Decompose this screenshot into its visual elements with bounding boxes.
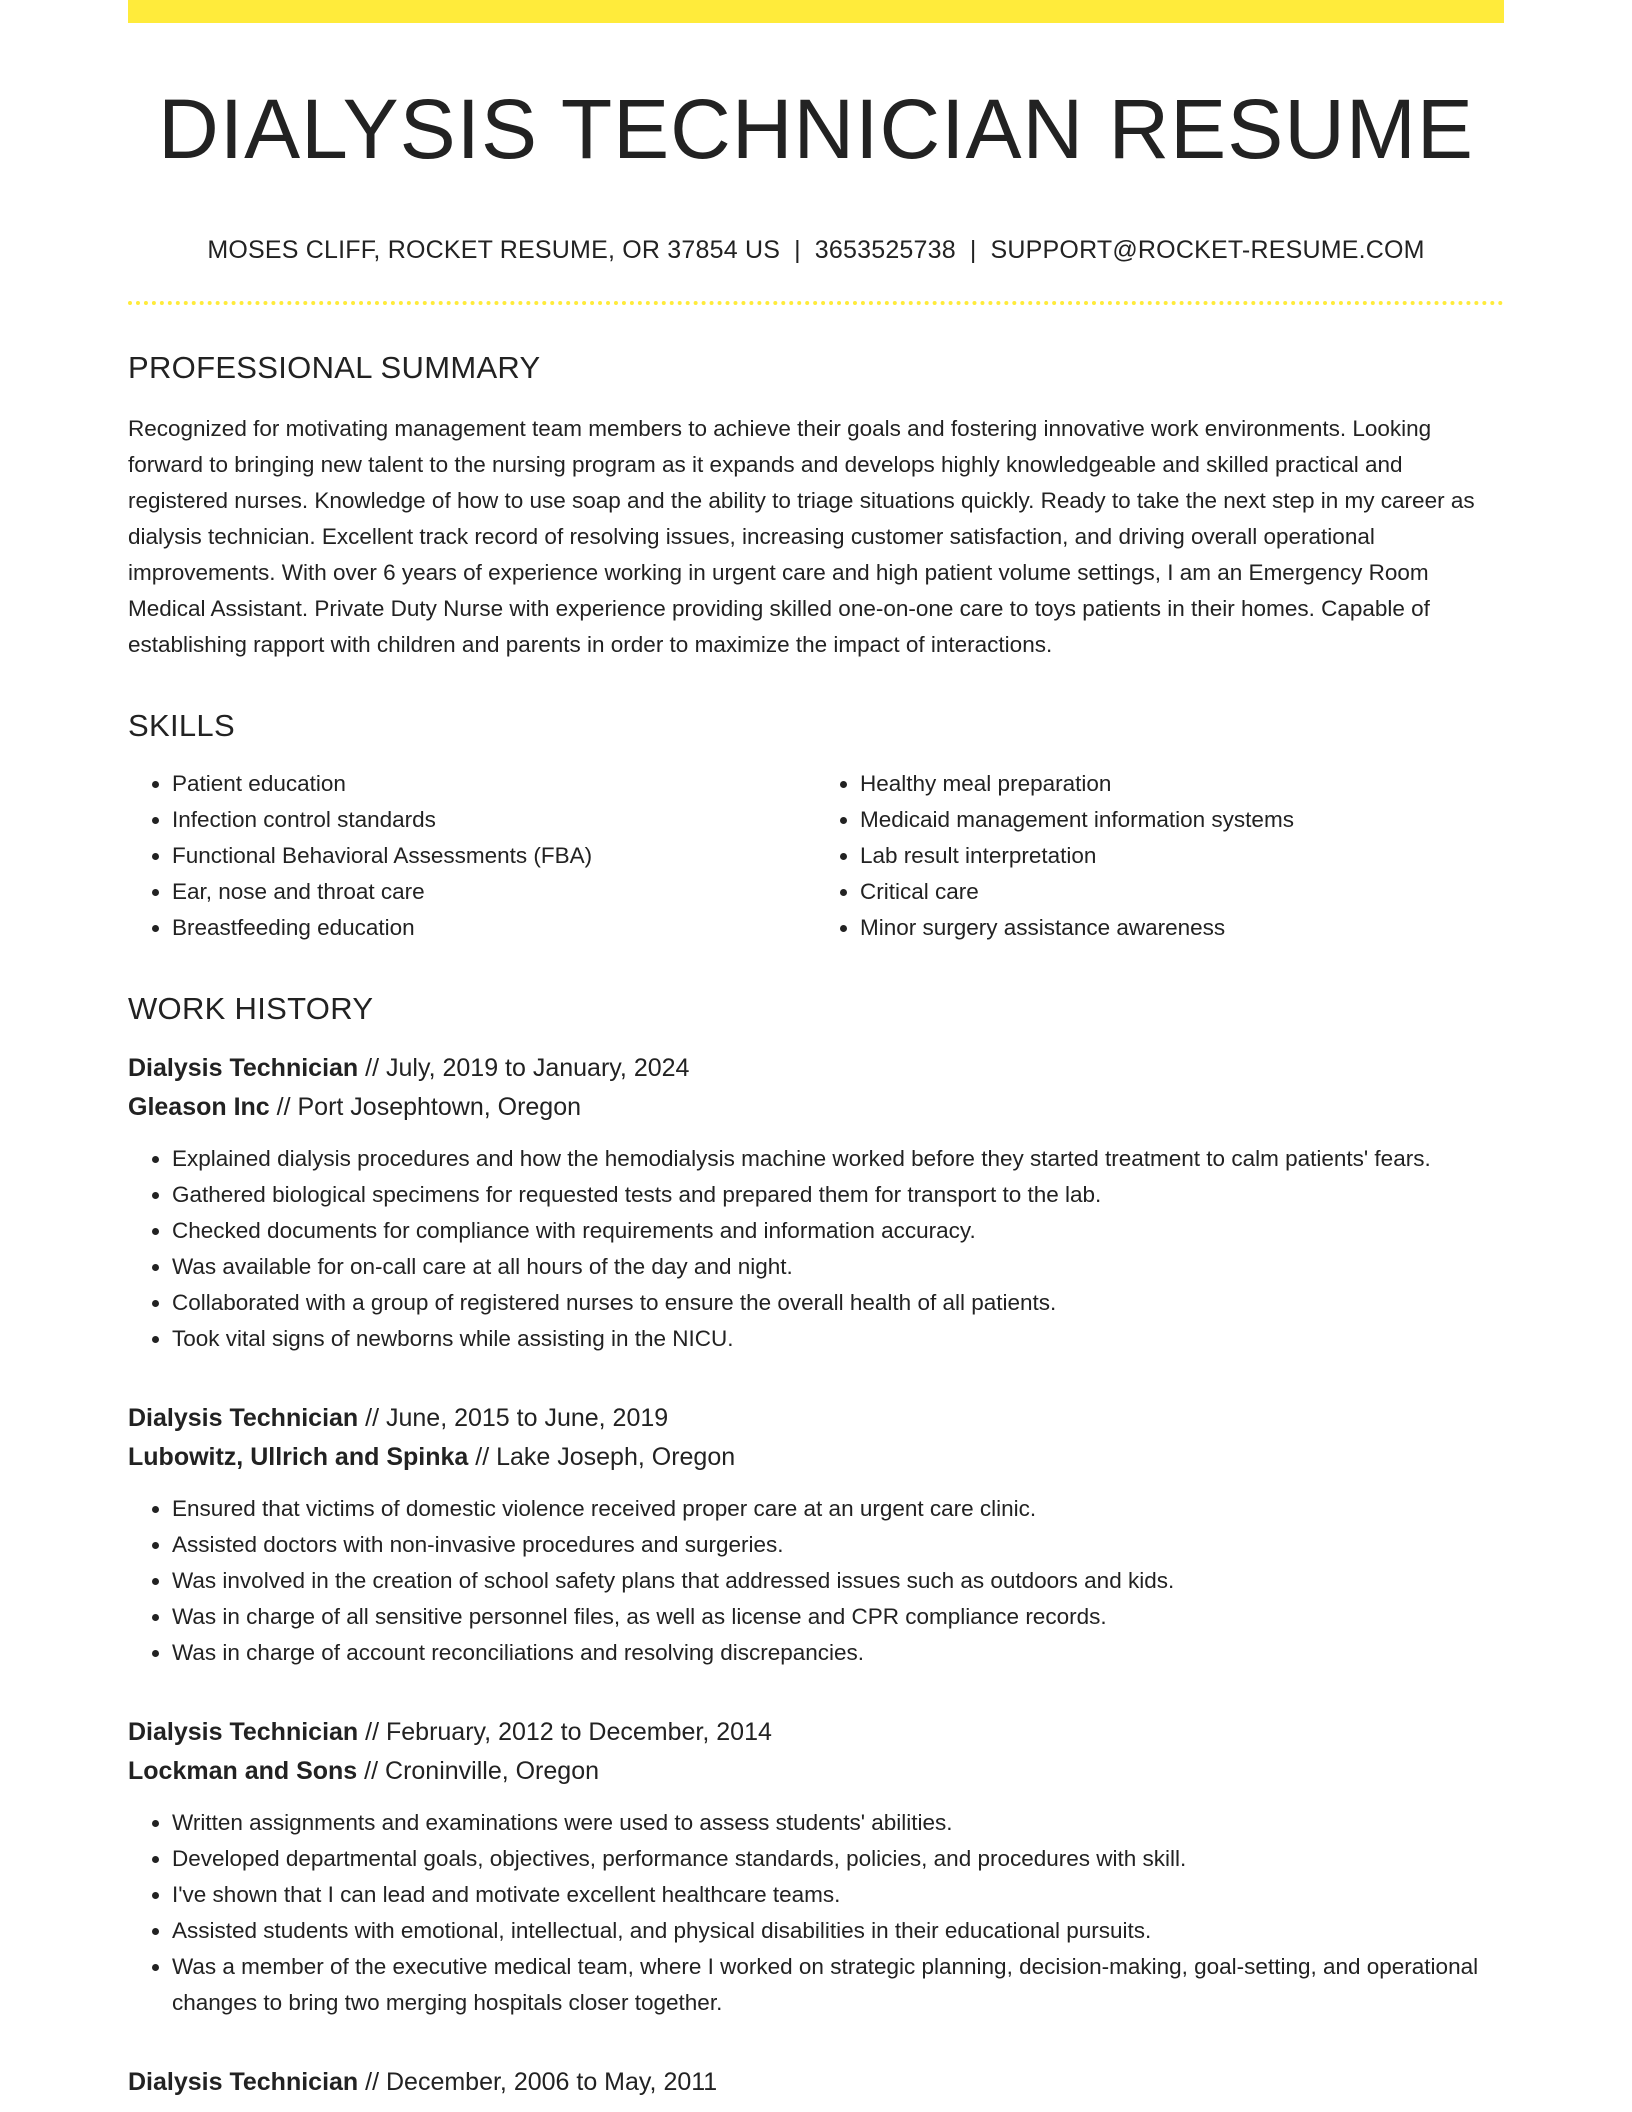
skill-item: • Minor surgery assistance awareness (860, 910, 1504, 946)
job-bullet: • Ensured that victims of domestic violence received proper care at an urgent care clinic. (172, 1491, 1504, 1527)
job-bullet: • Written assignments and examinations were used to assess students' abilities. (172, 1805, 1504, 1841)
resume-page (128, 0, 1504, 2102)
skill-item: • Ear, nose and throat care (172, 874, 816, 910)
skill-item: • Infection control standards (172, 802, 816, 838)
top-accent-bar (128, 0, 1504, 23)
job-entry (128, 1049, 1504, 1357)
job-location: // Croninville, Oregon (364, 1756, 599, 1785)
contact-email: SUPPORT@ROCKET-RESUME.COM (990, 236, 1425, 265)
job-bullets (128, 1141, 1504, 1357)
job-company: Lubowitz, Ullrich and Spinka (128, 1442, 469, 1471)
job-entry (128, 1713, 1504, 2021)
job-company: Gleason Inc (128, 1092, 270, 1121)
job-bullet: • Was in charge of account reconciliations and resolving discrepancies. (172, 1635, 1504, 1671)
job-dates: // December, 2006 to May, 2011 (365, 2067, 718, 2096)
job-title-line (128, 1399, 1504, 1438)
job-bullet: • Gathered biological specimens for requested tests and prepared them for transport to the lab. (172, 1177, 1504, 1213)
job-entry (128, 1399, 1504, 1671)
work-history-heading: WORK HISTORY (128, 990, 374, 1026)
resume-title: DIALYSIS TECHNICIAN RESUME (158, 82, 1474, 176)
contact-separator: | (969, 236, 977, 265)
contact-separator: | (794, 236, 801, 265)
job-title-line (128, 1049, 1504, 1088)
job-company: Lockman and Sons (128, 1756, 358, 1785)
contact-address: MOSES CLIFF, ROCKET RESUME, OR 37854 US (207, 236, 781, 265)
job-title: Dialysis Technician (128, 2067, 359, 2096)
skills-list (128, 766, 1504, 946)
job-bullet: • Explained dialysis procedures and how the hemodialysis machine worked before they started treatment to calm patients' fears. (172, 1141, 1504, 1177)
job-location: // Port Josephtown, Oregon (276, 1092, 582, 1121)
summary-text: Recognized for motivating management team members to achieve their goals and fostering innovative work environments. Looking forward to bringing new talent to the nursing program as it expands and develops highly knowledgeable and skilled practical and registered nurses. Knowledge of how to use soap and the ability to triage situations quickly. Ready to take the next step in my career as dialysis technician. Excellent track record of resolving issues, increasing customer satisfaction, and driving overall operational improvements. With over 6 years of experience working in urgent care and high patient volume settings, I am an Emergency Room Medical Assistant. Private Duty Nurse with experience providing skilled one-on-one care to toys patients in their homes. Capable of establishing rapport with children and parents in order to maximize the impact of interactions. (128, 415, 1475, 657)
job-bullet: • Assisted doctors with non-invasive procedures and surgeries. (172, 1527, 1504, 1563)
job-bullet: • Was available for on-call care at all hours of the day and night. (172, 1249, 1504, 1285)
summary-heading: PROFESSIONAL SUMMARY (128, 350, 541, 386)
job-dates: // February, 2012 to December, 2014 (365, 1717, 772, 1746)
job-bullet: • Took vital signs of newborns while assisting in the NICU. (172, 1321, 1504, 1357)
job-bullet: • Checked documents for compliance with requirements and information accuracy. (172, 1213, 1504, 1249)
job-bullet: • Collaborated with a group of registered nurses to ensure the overall health of all patients. (172, 1285, 1504, 1321)
skill-item: • Breastfeeding education (172, 910, 816, 946)
job-company-line (128, 1438, 1504, 1477)
job-bullets (128, 1491, 1504, 1671)
job-company-line (128, 1752, 1504, 1791)
skills-column-left (128, 766, 816, 946)
job-bullets (128, 1805, 1504, 2021)
job-bullet: • Was involved in the creation of school safety plans that addressed issues such as outdoors and kids. (172, 1563, 1504, 1599)
job-bullet: • I've shown that I can lead and motivate excellent healthcare teams. (172, 1877, 1504, 1913)
skill-item: • Patient education (172, 766, 816, 802)
job-title-line (128, 2063, 1504, 2102)
job-company-line (128, 1088, 1504, 1127)
job-title: Dialysis Technician (128, 1403, 359, 1432)
skill-item: • Critical care (860, 874, 1504, 910)
skill-item: • Healthy meal preparation (860, 766, 1504, 802)
job-title: Dialysis Technician (128, 1717, 359, 1746)
job-title-line (128, 1713, 1504, 1752)
job-dates: // July, 2019 to January, 2024 (365, 1053, 690, 1082)
skills-column-right (816, 766, 1504, 946)
skills-heading: SKILLS (128, 707, 235, 743)
contact-phone: 3653525738 (814, 236, 956, 265)
dotted-divider (128, 301, 1504, 305)
contact-line (128, 235, 1504, 265)
job-bullet: • Was a member of the executive medical team, where I worked on strategic planning, decision-making, goal-setting, and operational changes to bring two merging hospitals closer together. (172, 1949, 1504, 2021)
job-entry (128, 2063, 1504, 2102)
job-bullet: • Was in charge of all sensitive personnel files, as well as license and CPR compliance records. (172, 1599, 1504, 1635)
job-bullet: • Developed departmental goals, objectives, performance standards, policies, and procedures with skill. (172, 1841, 1504, 1877)
job-location: // Lake Joseph, Oregon (475, 1442, 736, 1471)
job-title: Dialysis Technician (128, 1053, 359, 1082)
job-dates: // June, 2015 to June, 2019 (365, 1403, 669, 1432)
skill-item: • Lab result interpretation (860, 838, 1504, 874)
skill-item: • Medicaid management information systems (860, 802, 1504, 838)
skill-item: • Functional Behavioral Assessments (FBA) (172, 838, 816, 874)
job-bullet: • Assisted students with emotional, intellectual, and physical disabilities in their educational pursuits. (172, 1913, 1504, 1949)
